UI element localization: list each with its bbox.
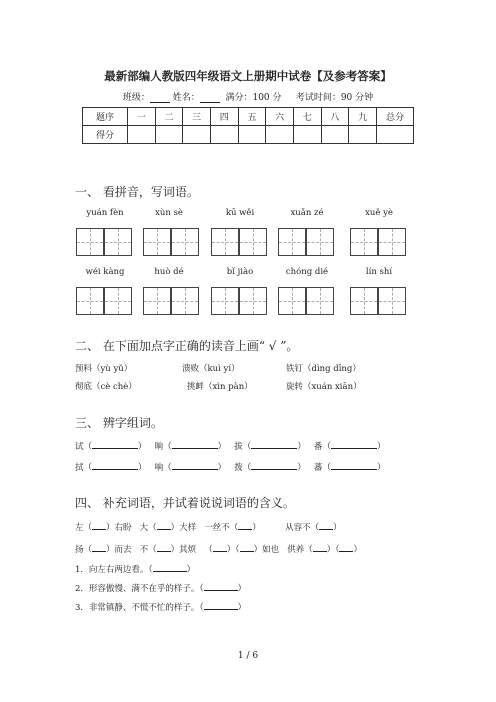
class-blank[interactable] <box>150 92 170 103</box>
document-meta <box>0 90 496 103</box>
writing-box[interactable] <box>350 287 378 315</box>
compose-row-2: 拭（ ） 响（ ） 拨（ ） 蕃（ ） <box>75 460 385 473</box>
section-2-heading: 二、 在下面加点字正确的读音上画“ √ ”。 <box>75 339 299 353</box>
question-text: 2．形容傲慢、满不在乎的样子。（ <box>75 584 204 594</box>
exam-time: 考试时间：90 分钟 <box>295 93 374 103</box>
compose-char: 蕃 <box>313 463 323 473</box>
idiom-blank[interactable] <box>313 542 327 552</box>
idiom-text: ）而去 <box>106 545 132 555</box>
idiom-text: ）（ <box>326 545 340 555</box>
section-4-heading: 四、 补充词语，并试着说说词语的含义。 <box>75 496 295 510</box>
idiom-blank[interactable] <box>213 542 227 552</box>
meaning-question-1 <box>75 562 195 575</box>
pinyin-label: chóng dié <box>285 267 329 277</box>
pinyin-label: xuě yè <box>365 208 393 218</box>
idiom-text: ）（ <box>226 545 240 555</box>
compose-char: 晌 <box>154 442 164 452</box>
idiom-row-1 <box>75 520 342 533</box>
idiom-text: ）右盼 <box>106 523 132 533</box>
pinyin-label: huò dé <box>154 267 184 277</box>
answer-blank[interactable] <box>204 581 238 591</box>
answer-blank[interactable] <box>153 562 187 572</box>
score-cell[interactable] <box>238 126 266 144</box>
page-indicator: 1 / 6 <box>237 651 259 661</box>
reading-item[interactable]: 溃败（kuì yí） <box>182 364 240 374</box>
idiom-text: 供养（ <box>287 545 313 555</box>
score-header-cell: 四 <box>210 108 238 126</box>
idiom-blank[interactable] <box>157 542 171 552</box>
writing-box[interactable] <box>143 228 171 256</box>
score-table-header-row <box>83 108 414 126</box>
writing-box[interactable] <box>104 228 132 256</box>
score-header-cell: 二 <box>155 108 183 126</box>
score-cell[interactable] <box>321 126 349 144</box>
writing-box[interactable] <box>278 228 306 256</box>
name-label: 姓名： <box>172 93 200 103</box>
name-blank[interactable] <box>200 92 220 103</box>
pinyin-label: xùn sè <box>155 208 183 218</box>
meaning-question-3 <box>75 600 246 613</box>
reading-item[interactable]: 挑衅（xìn pàn） <box>187 382 253 392</box>
writing-box[interactable] <box>306 287 334 315</box>
score-cell[interactable] <box>155 126 183 144</box>
writing-box[interactable] <box>378 287 406 315</box>
score-header-cell: 一 <box>128 108 156 126</box>
answer-blank[interactable] <box>92 439 138 449</box>
idiom-text: 不（ <box>139 545 157 555</box>
idiom-blank[interactable] <box>319 520 333 530</box>
writing-box[interactable] <box>76 287 104 315</box>
idiom-blank[interactable] <box>157 520 171 530</box>
question-text: 1．向左右两边看。（ <box>75 565 153 575</box>
score-header-cell: 三 <box>183 108 211 126</box>
answer-blank[interactable] <box>92 460 138 470</box>
score-cell[interactable] <box>377 126 414 144</box>
answer-blank[interactable] <box>251 439 297 449</box>
writing-box[interactable] <box>76 228 104 256</box>
idiom-blank[interactable] <box>339 542 353 552</box>
score-cell[interactable] <box>183 126 211 144</box>
question-close: ） <box>237 584 247 594</box>
idiom-text: （ <box>204 545 213 555</box>
score-header-cell: 五 <box>238 108 266 126</box>
section-1-heading: 一、 看拼音，写词语。 <box>75 185 199 199</box>
full-score: 满分：100 分 <box>225 93 282 103</box>
score-header-cell: 题序 <box>83 108 128 126</box>
score-header-cell: 七 <box>293 108 321 126</box>
reading-item[interactable]: 彻底（cè chè） <box>75 382 137 392</box>
document-title: 最新部编人教版四年级语文上册期中试卷【及参考答案】 <box>104 69 392 83</box>
question-close: ） <box>237 603 247 613</box>
compose-char: 拔 <box>234 442 243 452</box>
writing-box[interactable] <box>378 228 406 256</box>
pinyin-label: kū wěi <box>225 208 255 218</box>
idiom-blank[interactable] <box>92 542 106 552</box>
writing-box[interactable] <box>239 287 267 315</box>
writing-box[interactable] <box>350 228 378 256</box>
answer-blank[interactable] <box>172 439 218 449</box>
writing-box[interactable] <box>239 228 267 256</box>
idiom-blank[interactable] <box>240 542 254 552</box>
compose-char: 拭 <box>75 463 84 473</box>
class-label: 班级： <box>122 93 150 103</box>
reading-item[interactable]: 预料（yù yǔ） <box>75 364 133 374</box>
compose-char: 试 <box>75 442 84 452</box>
idiom-row-2 <box>75 542 362 555</box>
score-header-cell: 总分 <box>377 108 414 126</box>
score-header-cell: 八 <box>321 108 349 126</box>
score-cell[interactable] <box>349 126 377 144</box>
score-table <box>82 107 414 144</box>
writing-box[interactable] <box>171 228 199 256</box>
writing-box[interactable] <box>306 228 334 256</box>
compose-char: 番 <box>313 442 323 452</box>
idiom-text: 扬（ <box>75 545 93 555</box>
idiom-text: ） <box>333 523 342 533</box>
score-cell[interactable] <box>128 126 156 144</box>
question-close: ） <box>186 565 196 575</box>
idiom-text: 大（ <box>139 523 157 533</box>
score-cell[interactable] <box>210 126 238 144</box>
writing-box[interactable] <box>143 287 171 315</box>
compose-row-1: 试（ ） 晌（ ） 拔（ ） 番（ ） <box>75 439 385 452</box>
pinyin-label: lín shí <box>365 267 393 277</box>
idiom-text: ） <box>252 523 261 533</box>
idiom-text: 左（ <box>75 523 93 533</box>
pinyin-label: wéi kàng <box>85 267 125 277</box>
score-table-score-row <box>83 126 414 144</box>
writing-box[interactable] <box>211 228 239 256</box>
answer-blank[interactable] <box>172 460 218 470</box>
writing-box[interactable] <box>104 287 132 315</box>
idiom-text: ）其烦 <box>170 545 197 555</box>
idiom-text: ） <box>353 545 362 555</box>
answer-blank[interactable] <box>204 600 238 610</box>
idiom-text: ）如也 <box>253 545 280 555</box>
compose-char: 响 <box>154 463 164 473</box>
question-text: 3．非常镇静、不慌不忙的样子。（ <box>75 603 204 613</box>
writing-box[interactable] <box>171 287 199 315</box>
answer-blank[interactable] <box>331 439 377 449</box>
idiom-text: 一丝不（ <box>204 523 239 533</box>
score-cell[interactable] <box>293 126 321 144</box>
score-cell[interactable] <box>266 126 294 144</box>
score-header-cell: 六 <box>266 108 294 126</box>
reading-item[interactable]: 铁钉（dìng dīng） <box>286 364 361 374</box>
pinyin-label: yuán fèn <box>86 208 124 218</box>
writing-box[interactable] <box>211 287 239 315</box>
idiom-text: ）大样 <box>170 523 197 533</box>
meaning-question-2 <box>75 581 246 594</box>
compose-char: 拨 <box>234 463 243 473</box>
answer-blank[interactable] <box>251 460 297 470</box>
score-row-label: 得分 <box>83 126 128 144</box>
idiom-blank[interactable] <box>92 520 106 530</box>
idiom-blank[interactable] <box>238 520 252 530</box>
answer-blank[interactable] <box>331 460 377 470</box>
section-3-heading: 三、 辨字组词。 <box>75 416 163 430</box>
pinyin-label: bǐ jiào <box>226 267 254 277</box>
score-header-cell: 九 <box>349 108 377 126</box>
reading-item[interactable]: 旋转（xuán xiān） <box>286 382 362 392</box>
pinyin-label: xuǎn zé <box>290 208 324 218</box>
writing-box[interactable] <box>278 287 306 315</box>
idiom-text: 从容不（ <box>285 523 320 533</box>
